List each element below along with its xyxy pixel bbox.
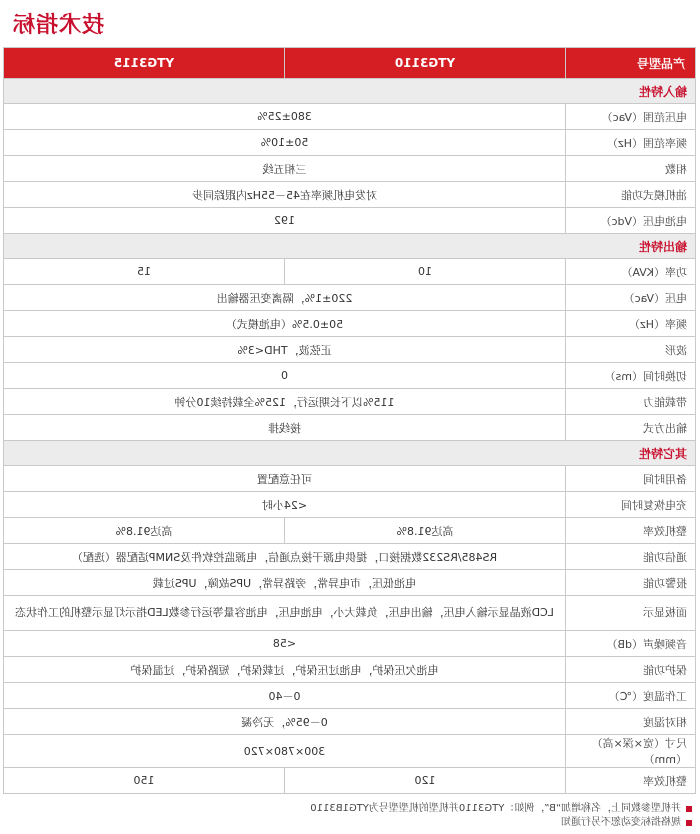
row-label: 电压（Vac） <box>566 285 696 311</box>
header-model-2: YTG3115 <box>4 48 285 79</box>
row-label: 相数 <box>566 156 696 182</box>
row-label: 整机效率 <box>566 518 696 544</box>
row-label: 音频噪声（dB） <box>566 631 696 657</box>
page-title: 技术指标 <box>12 13 105 38</box>
title-bar <box>0 6 700 40</box>
table-row <box>4 285 696 311</box>
row-label: 带载能力 <box>566 389 696 415</box>
row-value: 300×780×720 <box>4 735 566 768</box>
row-value-model-2: 15 <box>4 259 285 285</box>
row-value: 380±25% <box>4 104 566 130</box>
footnotes <box>8 802 692 830</box>
table-row <box>4 466 696 492</box>
section-header-row <box>4 234 696 259</box>
row-value-model-2: 高达91.8% <box>4 518 285 544</box>
row-value-model-1: 高达91.8% <box>285 518 566 544</box>
row-label: 通信功能 <box>566 544 696 570</box>
table-row <box>4 311 696 337</box>
row-value: LCD液晶显示输入电压，输出电压，负载大小，电池电压，电池容量等运行参数LED指示灯显示整机的工作状态 <box>4 596 566 631</box>
section-header-row <box>4 441 696 466</box>
table-row <box>4 363 696 389</box>
row-label: 电池电压（Vdc） <box>566 208 696 234</box>
row-label: 波形 <box>566 337 696 363</box>
header-model-label: 产品型号 <box>566 48 696 79</box>
row-label: 工作温度（℃） <box>566 683 696 709</box>
row-label: 充电恢复时间 <box>566 492 696 518</box>
table-row <box>4 208 696 234</box>
row-value: 电池低压，市电异常，旁路异常，UPS故障，UPS过载 <box>4 570 566 596</box>
table-header-row <box>4 48 696 79</box>
table-row <box>4 130 696 156</box>
row-value: 三相五线 <box>4 156 566 182</box>
table-row <box>4 657 696 683</box>
footnote <box>8 816 692 830</box>
section-header-row <box>4 79 696 104</box>
row-value-model-1: 10 <box>285 259 566 285</box>
section-title: 输出特性 <box>4 234 696 259</box>
section-title: 其它特性 <box>4 441 696 466</box>
row-value: <58 <box>4 631 566 657</box>
table-row <box>4 415 696 441</box>
row-label: 保护功能 <box>566 657 696 683</box>
row-value: 0－95%，无冷凝 <box>4 709 566 735</box>
row-value: 电池欠压保护，电池过压保护，过载保护，短路保护，过温保护 <box>4 657 566 683</box>
row-value: 0 <box>4 363 566 389</box>
table-row <box>4 683 696 709</box>
row-label: 面板显示 <box>566 596 696 631</box>
row-value: 50±0.5%（电池模式） <box>4 311 566 337</box>
table-row <box>4 596 696 631</box>
footnote <box>8 802 692 816</box>
bullet-square-icon <box>686 806 692 812</box>
row-value: 可任意配置 <box>4 466 566 492</box>
row-label: 相对湿度 <box>566 709 696 735</box>
table-row <box>4 544 696 570</box>
row-label: 电压范围（Vac） <box>566 104 696 130</box>
table-row <box>4 259 696 285</box>
row-value: RS485/RS232数据接口，提供电源干接点通信，电源监控软件及SNMP适配器（选配） <box>4 544 566 570</box>
table-row <box>4 389 696 415</box>
table-row <box>4 570 696 596</box>
row-label: 频率（Hz） <box>566 311 696 337</box>
row-label: 切换时间（ms） <box>566 363 696 389</box>
row-value: 192 <box>4 208 566 234</box>
table-row <box>4 156 696 182</box>
spec-table <box>3 47 696 794</box>
section-title: 输入特性 <box>4 79 696 104</box>
row-value-model-1: 120 <box>285 768 566 794</box>
footnote-text: 规格指标变动恕不另行通知 <box>561 817 681 828</box>
table-row <box>4 337 696 363</box>
footnote-text: 并机型参数同上，名称增加“B”，例如：YTG3110并机型的机型型号为YTG1B3110 <box>310 803 681 814</box>
table-row <box>4 104 696 130</box>
table-row <box>4 518 696 544</box>
header-model-1: YTG3110 <box>285 48 566 79</box>
row-value: 115%以下长期运行，125%全载持续10分钟 <box>4 389 566 415</box>
row-label: 报警功能 <box>566 570 696 596</box>
row-label: 尺寸（宽×深×高）（mm） <box>566 735 696 768</box>
table-row <box>4 709 696 735</box>
bullet-square-icon <box>686 820 692 826</box>
row-value: <24小时 <box>4 492 566 518</box>
table-row <box>4 768 696 794</box>
row-label: 油机模式功能 <box>566 182 696 208</box>
row-label: 输出方式 <box>566 415 696 441</box>
table-row <box>4 182 696 208</box>
table-row <box>4 735 696 768</box>
spec-table-body <box>4 48 696 794</box>
row-label: 频率范围（Hz） <box>566 130 696 156</box>
row-value: 220±1%，隔离变压器输出 <box>4 285 566 311</box>
row-label: 备用时间 <box>566 466 696 492</box>
row-value: 正弦波，THD<3% <box>4 337 566 363</box>
row-value: 50±10% <box>4 130 566 156</box>
row-value: 接线排 <box>4 415 566 441</box>
table-row <box>4 492 696 518</box>
row-label: 整机效率 <box>566 768 696 794</box>
row-label: 功率（KVA） <box>566 259 696 285</box>
row-value: 0－40 <box>4 683 566 709</box>
row-value: 对发电机频率在45－55Hz内跟踪同步 <box>4 182 566 208</box>
row-value-model-2: 150 <box>4 768 285 794</box>
table-row <box>4 631 696 657</box>
